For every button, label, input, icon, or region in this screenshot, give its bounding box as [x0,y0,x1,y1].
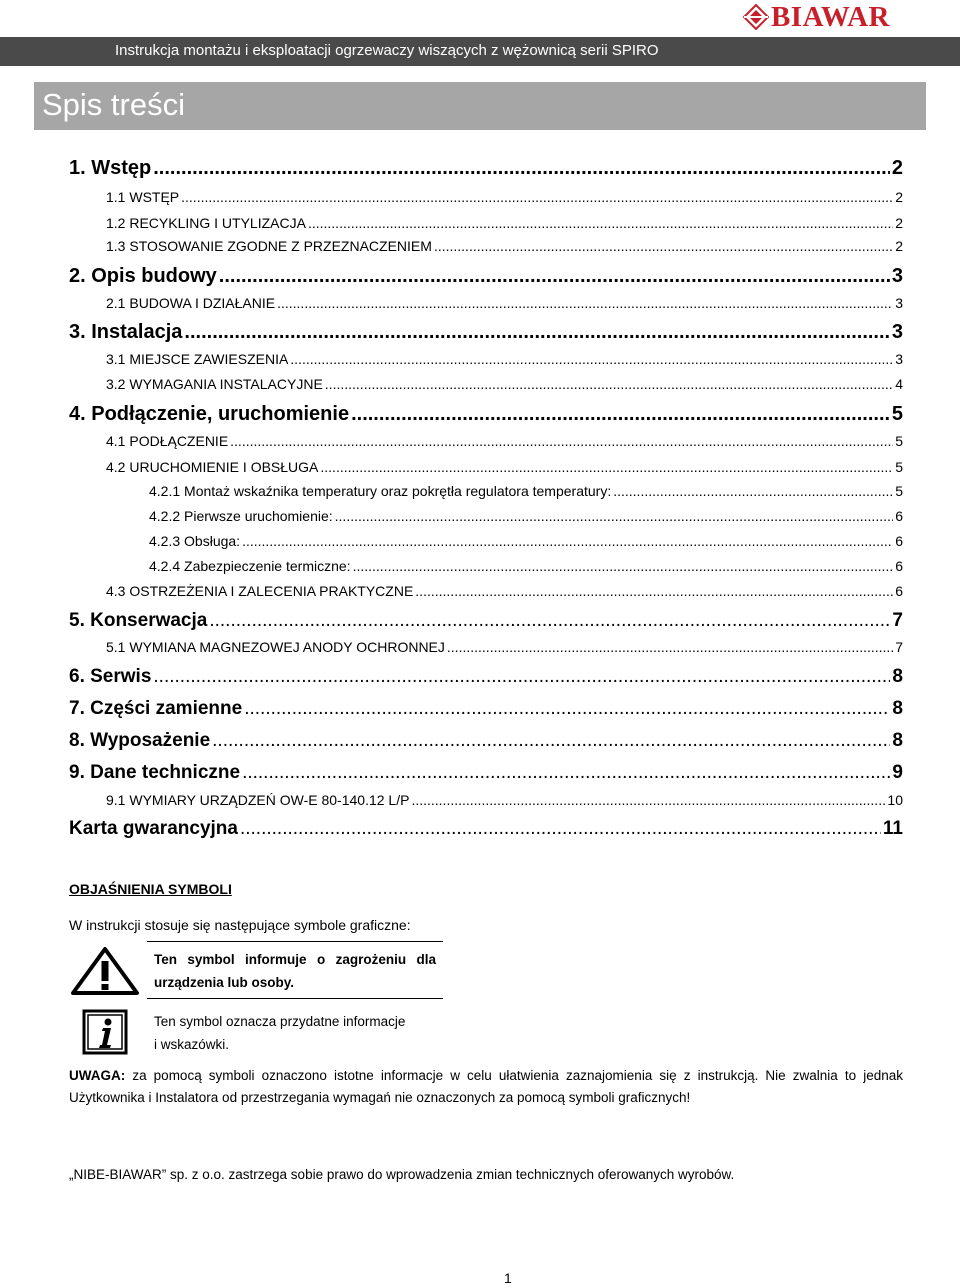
toc-entry[interactable]: 3.1 MIEJSCE ZAWIESZENIA ..... 3 [106,351,903,367]
symbols-heading: OBJAŚNIENIA SYMBOLI [69,881,232,897]
toc-entry[interactable]: 1.1 WSTĘP ..... 2 [106,189,903,205]
symbols-intro: W instrukcji stosuje się następujące symbole graficzne: [69,917,411,933]
warning-symbol-description: Ten symbol informuje o zagrożeniu dla urządzenia lub osoby. [154,952,436,990]
biawar-logo-mark-icon [743,4,769,30]
toc-entry[interactable]: 4. Podłączenie, uruchomienie ..... 5 [69,403,903,426]
warning-triangle-icon [70,946,140,1001]
info-symbol-description [154,1010,436,1056]
toc-entry[interactable]: 8. Wyposażenie ..... 8 [69,730,903,752]
notice-text: za pomocą symboli oznaczono istotne informacje w celu ułatwienia zaznajomienia się z instrukcją. Nie zwalnia to jednak Użytkownika i Instalatora od przestrzegania wymagań nie oznaczonych za pomocą symboli graficznych! [69,1068,903,1105]
symbols-divider [147,998,443,999]
section-title: Spis treści [42,87,185,122]
toc-entry[interactable]: 4.2 URUCHOMIENIE I OBSŁUGA ..... 5 [106,459,903,475]
info-text-line: Ten symbol oznacza przydatne informacje [154,1014,406,1029]
toc-entry[interactable]: 7. Części zamienne ..... 8 [69,698,903,720]
toc-entry[interactable]: 3.2 WYMAGANIA INSTALACYJNE ..... 4 [106,376,903,392]
toc-entry[interactable]: 3. Instalacja ..... 3 [69,321,903,344]
toc-entry[interactable]: 2.1 BUDOWA I DZIAŁANIE ..... 3 [106,295,903,311]
page-number: 1 [504,1270,512,1286]
info-text-line: i wskazówki. [154,1037,230,1052]
info-icon [82,1009,128,1060]
toc-entry[interactable]: 2. Opis budowy ..... 3 [69,265,903,288]
toc-entry[interactable]: 4.2.1 Montaż wskaźnika temperatury oraz pokrętła regulatora temperatury: ..... 5 [149,483,903,499]
toc-entry[interactable]: Karta gwarancyjna ..... 11 [69,818,903,840]
toc-entry[interactable]: 4.1 PODŁĄCZENIE ..... 5 [106,433,903,449]
toc-entry[interactable]: 9. Dane techniczne ..... 9 [69,762,903,784]
toc-entry[interactable]: 1.3 STOSOWANIE ZGODNE Z PRZEZNACZENIEM ..... 2 [106,238,903,254]
notice-paragraph [69,1065,903,1109]
toc-entry[interactable]: 9.1 WYMIARY URZĄDZEŃ OW-E 80-140.12 L/P ..... 10 [106,792,903,808]
toc-entry[interactable]: 6. Serwis ..... 8 [69,666,903,688]
toc-entry[interactable]: 5.1 WYMIANA MAGNEZOWEJ ANODY OCHRONNEJ ..... 7 [106,639,903,655]
document-header-bar [0,37,960,66]
toc-entry[interactable]: 1. Wstęp ..... 2 [69,157,903,180]
section-title-bar [34,82,926,130]
disclaimer: „NIBE-BIAWAR” sp. z o.o. zastrzega sobie prawo do wprowadzenia zmian technicznych oferowanych wyrobów. [69,1167,735,1182]
notice-label: UWAGA: [69,1068,126,1083]
toc-entry[interactable]: 4.2.3 Obsługa: ..... 6 [149,533,903,549]
toc-entry[interactable]: 5. Konserwacja ..... 7 [69,610,903,632]
toc-entry[interactable]: 1.2 RECYKLING I UTYLIZACJA ..... 2 [106,215,903,231]
symbols-divider [147,941,443,942]
toc-entry[interactable]: 4.2.4 Zabezpieczenie termiczne: ..... 6 [149,558,903,574]
toc-entry[interactable]: 4.3 OSTRZEŻENIA I ZALECENIA PRAKTYCZNE ..... 6 [106,583,903,599]
brand-name: BIAWAR [770,1,890,33]
document-title: Instrukcja montażu i eksploatacji ogrzewaczy wiszących z wężownicą serii SPIRO [115,42,659,59]
biawar-logo [743,2,890,32]
toc-entry[interactable]: 4.2.2 Pierwsze uruchomienie: ..... 6 [149,508,903,524]
